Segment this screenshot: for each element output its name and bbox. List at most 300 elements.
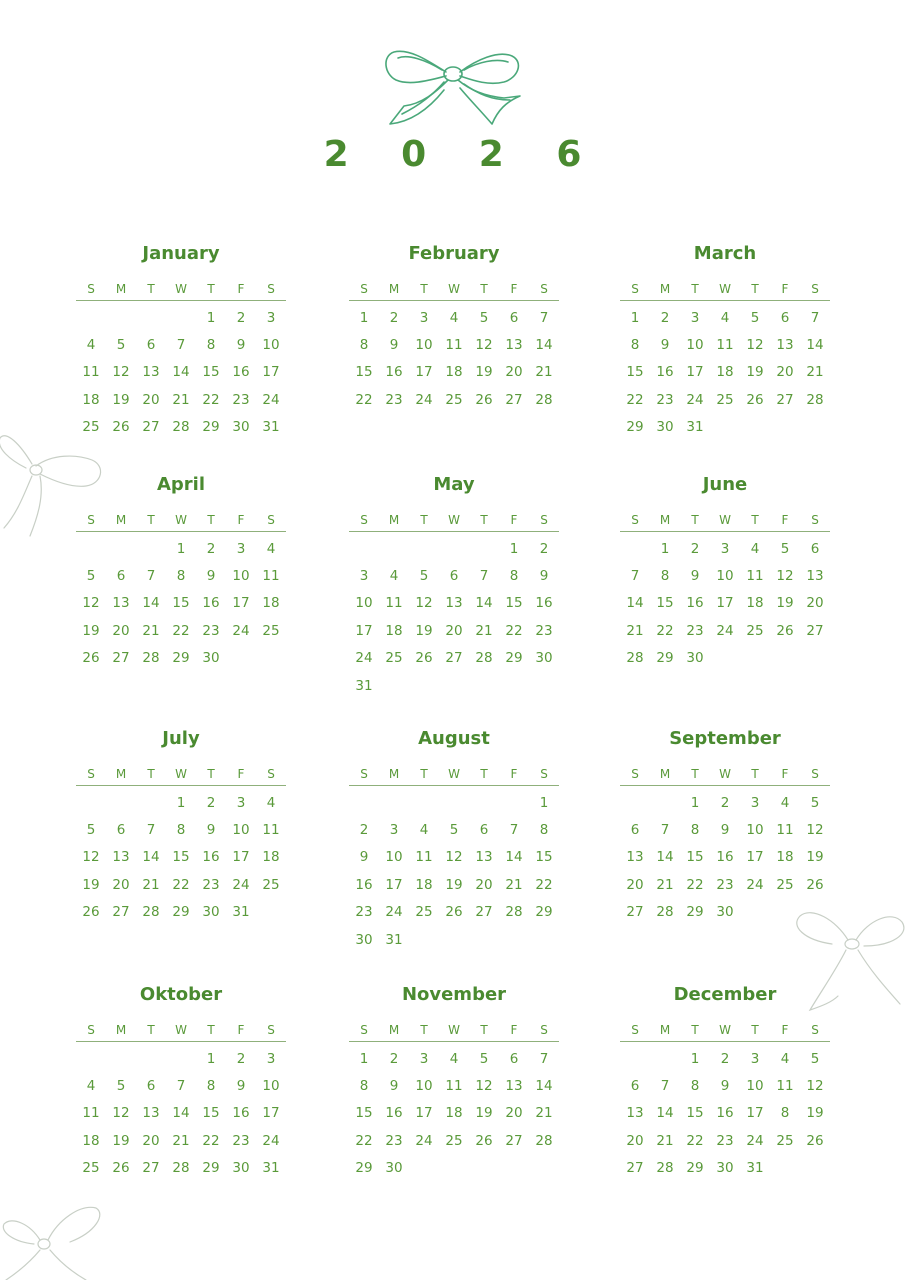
day-cell: 28 [142, 904, 160, 921]
day-cell: 2 [359, 822, 369, 839]
day-cell: 26 [776, 622, 794, 639]
weekday-label: M [388, 767, 400, 781]
day-cell: 26 [82, 650, 100, 667]
day-cell: 28 [626, 650, 644, 667]
weekday-label: S [267, 513, 275, 527]
day-cell: 10 [746, 822, 764, 839]
day-cell: 13 [142, 364, 160, 381]
day-cell: 18 [262, 849, 280, 866]
day-cell: 31 [355, 677, 373, 694]
day-cell: 12 [82, 595, 100, 612]
day-cell: 6 [810, 540, 820, 557]
day-cell: 29 [172, 650, 190, 667]
day-cell: 22 [172, 622, 190, 639]
week-row [76, 871, 286, 898]
day-cell: 24 [746, 1132, 764, 1149]
day-cell: 8 [176, 568, 186, 585]
day-cell: 18 [415, 876, 433, 893]
day-cell: 31 [232, 904, 250, 921]
day-cell: 16 [385, 1105, 403, 1122]
weekday-label: M [659, 282, 671, 296]
week-row [76, 590, 286, 617]
day-cell: 18 [445, 1105, 463, 1122]
day-cell: 19 [112, 391, 130, 408]
ribbon-bow-icon [380, 44, 526, 130]
day-cell: 9 [206, 568, 216, 585]
day-cell: 27 [626, 904, 644, 921]
week-row [349, 359, 559, 386]
day-cell: 14 [535, 337, 553, 354]
weekday-label: T [691, 282, 699, 296]
day-cell: 20 [142, 1132, 160, 1149]
day-cell: 24 [262, 1132, 280, 1149]
day-cell: 27 [445, 650, 463, 667]
weekday-header [76, 280, 286, 301]
weekday-label: F [510, 282, 518, 296]
day-cell: 20 [505, 1105, 523, 1122]
day-cell: 19 [806, 1105, 824, 1122]
day-cell: 22 [626, 391, 644, 408]
day-cell: 29 [355, 1160, 373, 1177]
weekday-label: T [420, 767, 428, 781]
weekday-label: S [631, 767, 639, 781]
week-row [620, 617, 830, 644]
weekday-label: S [811, 513, 819, 527]
day-cell: 1 [206, 309, 216, 326]
day-cell: 21 [475, 622, 493, 639]
week-row [620, 1072, 830, 1099]
weekday-label: S [267, 1023, 275, 1037]
week-row [349, 535, 559, 562]
day-cell: 3 [720, 540, 730, 557]
day-cell: 25 [385, 650, 403, 667]
day-cell: 11 [82, 1105, 100, 1122]
day-cell: 21 [535, 364, 553, 381]
day-cell: 27 [142, 419, 160, 436]
day-cell: 17 [415, 1105, 433, 1122]
weekday-label: S [360, 513, 368, 527]
day-cell: 7 [539, 1050, 549, 1067]
weekday-label: F [781, 513, 789, 527]
day-cell: 24 [415, 391, 433, 408]
day-cell: 10 [746, 1078, 764, 1095]
day-cell: 13 [626, 849, 644, 866]
month-name: August [418, 728, 490, 749]
day-cell: 25 [776, 876, 794, 893]
day-cell: 5 [86, 568, 96, 585]
day-cell: 9 [720, 822, 730, 839]
month-name: February [408, 243, 500, 264]
day-cell: 25 [746, 622, 764, 639]
day-cell: 28 [142, 650, 160, 667]
day-cell: 14 [656, 1105, 674, 1122]
weekday-label: S [360, 1023, 368, 1037]
weekday-label: S [360, 767, 368, 781]
day-cell: 23 [716, 1132, 734, 1149]
week-row [76, 1072, 286, 1099]
weekday-label: M [388, 282, 400, 296]
weekday-label: W [719, 282, 731, 296]
day-cell: 24 [716, 622, 734, 639]
day-cell: 13 [445, 595, 463, 612]
day-cell: 2 [690, 540, 700, 557]
weekday-label: T [147, 767, 155, 781]
weekday-label: T [147, 513, 155, 527]
day-cell: 23 [686, 622, 704, 639]
day-cell: 25 [262, 622, 280, 639]
week-row [620, 899, 830, 926]
weekday-label: M [659, 767, 671, 781]
day-cell: 22 [172, 876, 190, 893]
day-cell: 26 [806, 876, 824, 893]
day-cell: 16 [716, 849, 734, 866]
day-cell: 7 [146, 822, 156, 839]
day-cell: 23 [385, 391, 403, 408]
day-cell: 16 [686, 595, 704, 612]
weekday-label: T [147, 282, 155, 296]
day-cell: 2 [389, 1050, 399, 1067]
day-cell: 15 [202, 1105, 220, 1122]
day-cell: 2 [206, 540, 216, 557]
day-cell: 3 [359, 568, 369, 585]
day-cell: 20 [142, 391, 160, 408]
day-cell: 21 [172, 1132, 190, 1149]
day-cell: 12 [112, 364, 130, 381]
month-name: May [433, 474, 475, 495]
week-row [76, 304, 286, 331]
day-cell: 14 [172, 364, 190, 381]
week-row [620, 304, 830, 331]
weekday-header [349, 1021, 559, 1042]
week-row [76, 386, 286, 413]
day-cell: 13 [142, 1105, 160, 1122]
day-cell: 25 [82, 1160, 100, 1177]
day-cell: 12 [776, 568, 794, 585]
day-cell: 8 [660, 568, 670, 585]
year-title: 2 0 2 6 [323, 134, 602, 175]
day-cell: 8 [780, 1105, 790, 1122]
day-cell: 22 [505, 622, 523, 639]
day-cell: 27 [626, 1160, 644, 1177]
day-cell: 3 [236, 794, 246, 811]
day-cell: 18 [716, 364, 734, 381]
day-cell: 19 [746, 364, 764, 381]
week-row [349, 816, 559, 843]
weekday-label: S [811, 767, 819, 781]
day-cell: 28 [172, 419, 190, 436]
weekday-label: S [87, 1023, 95, 1037]
day-cell: 17 [716, 595, 734, 612]
day-cell: 17 [232, 595, 250, 612]
day-cell: 10 [686, 337, 704, 354]
day-cell: 6 [479, 822, 489, 839]
week-row [349, 645, 559, 672]
week-row [76, 1100, 286, 1127]
day-cell: 10 [232, 568, 250, 585]
day-cell: 25 [776, 1132, 794, 1149]
weekday-label: M [388, 513, 400, 527]
weekday-label: S [87, 282, 95, 296]
day-cell: 29 [686, 904, 704, 921]
weekday-label: M [388, 1023, 400, 1037]
weekday-label: T [207, 1023, 215, 1037]
day-cell: 30 [716, 904, 734, 921]
week-row [349, 1100, 559, 1127]
day-cell: 15 [656, 595, 674, 612]
day-cell: 20 [626, 1132, 644, 1149]
day-cell: 22 [686, 1132, 704, 1149]
weekday-label: F [781, 767, 789, 781]
day-cell: 7 [479, 568, 489, 585]
day-cell: 3 [750, 794, 760, 811]
weekday-header [76, 511, 286, 532]
day-cell: 31 [746, 1160, 764, 1177]
week-row [76, 816, 286, 843]
month-september [620, 727, 830, 926]
day-cell: 21 [656, 876, 674, 893]
day-cell: 14 [626, 595, 644, 612]
week-row [349, 789, 559, 816]
day-cell: 20 [505, 364, 523, 381]
day-cell: 7 [630, 568, 640, 585]
day-cell: 22 [202, 1132, 220, 1149]
day-cell: 13 [112, 595, 130, 612]
day-cell: 29 [505, 650, 523, 667]
day-cell: 5 [750, 309, 760, 326]
weekday-label: W [448, 513, 460, 527]
day-cell: 21 [656, 1132, 674, 1149]
day-cell: 16 [232, 1105, 250, 1122]
day-cell: 6 [116, 568, 126, 585]
day-cell: 30 [656, 419, 674, 436]
day-cell: 20 [445, 622, 463, 639]
day-cell: 19 [82, 876, 100, 893]
weekday-label: S [631, 282, 639, 296]
day-cell: 2 [236, 1050, 246, 1067]
day-cell: 26 [746, 391, 764, 408]
week-row [620, 359, 830, 386]
weekday-label: M [115, 513, 127, 527]
weekday-label: S [87, 513, 95, 527]
week-row [620, 1155, 830, 1182]
day-cell: 1 [630, 309, 640, 326]
day-cell: 9 [539, 568, 549, 585]
day-cell: 24 [262, 391, 280, 408]
day-cell: 8 [690, 1078, 700, 1095]
month-february [349, 242, 559, 414]
week-row [620, 1045, 830, 1072]
day-cell: 27 [806, 622, 824, 639]
weekday-label: T [480, 1023, 488, 1037]
month-name: December [673, 984, 777, 1005]
week-row [349, 562, 559, 589]
day-cell: 6 [509, 309, 519, 326]
day-cell: 7 [660, 1078, 670, 1095]
day-cell: 5 [116, 337, 126, 354]
month-march [620, 242, 830, 441]
day-cell: 5 [479, 309, 489, 326]
day-cell: 15 [535, 849, 553, 866]
day-cell: 23 [232, 1132, 250, 1149]
week-row [76, 1127, 286, 1154]
day-cell: 29 [656, 650, 674, 667]
weekday-label: T [751, 282, 759, 296]
week-row [76, 535, 286, 562]
day-cell: 19 [415, 622, 433, 639]
weekday-label: S [87, 767, 95, 781]
day-cell: 28 [656, 904, 674, 921]
day-cell: 19 [806, 849, 824, 866]
day-cell: 12 [475, 1078, 493, 1095]
day-cell: 10 [232, 822, 250, 839]
week-row [76, 414, 286, 441]
day-cell: 31 [262, 419, 280, 436]
day-cell: 22 [202, 391, 220, 408]
day-cell: 22 [355, 391, 373, 408]
day-cell: 9 [389, 1078, 399, 1095]
day-cell: 21 [535, 1105, 553, 1122]
day-cell: 13 [505, 337, 523, 354]
week-row [76, 562, 286, 589]
day-cell: 4 [266, 540, 276, 557]
day-cell: 16 [535, 595, 553, 612]
day-cell: 21 [806, 364, 824, 381]
day-cell: 6 [780, 309, 790, 326]
day-cell: 19 [445, 876, 463, 893]
day-cell: 14 [535, 1078, 553, 1095]
day-cell: 23 [656, 391, 674, 408]
day-cell: 30 [202, 904, 220, 921]
day-cell: 27 [142, 1160, 160, 1177]
day-cell: 1 [359, 309, 369, 326]
day-cell: 12 [806, 822, 824, 839]
day-cell: 3 [419, 1050, 429, 1067]
day-cell: 27 [505, 391, 523, 408]
weekday-label: T [691, 1023, 699, 1037]
day-cell: 11 [385, 595, 403, 612]
week-row [349, 871, 559, 898]
day-cell: 5 [419, 568, 429, 585]
day-cell: 16 [232, 364, 250, 381]
day-cell: 18 [776, 849, 794, 866]
day-cell: 3 [419, 309, 429, 326]
weekday-label: S [267, 767, 275, 781]
weekday-label: W [719, 767, 731, 781]
day-cell: 10 [355, 595, 373, 612]
day-cell: 10 [262, 1078, 280, 1095]
day-cell: 17 [746, 849, 764, 866]
weekday-header [620, 280, 830, 301]
day-cell: 10 [385, 849, 403, 866]
day-cell: 13 [112, 849, 130, 866]
day-cell: 11 [776, 1078, 794, 1095]
day-cell: 18 [82, 1132, 100, 1149]
weekday-label: T [480, 513, 488, 527]
day-cell: 4 [750, 540, 760, 557]
day-cell: 21 [142, 622, 160, 639]
day-cell: 9 [660, 337, 670, 354]
day-cell: 3 [690, 309, 700, 326]
weekday-label: S [360, 282, 368, 296]
weekday-label: W [448, 282, 460, 296]
day-cell: 26 [445, 904, 463, 921]
day-cell: 17 [232, 849, 250, 866]
day-cell: 23 [385, 1132, 403, 1149]
weekday-label: T [751, 1023, 759, 1037]
day-cell: 9 [690, 568, 700, 585]
day-cell: 20 [806, 595, 824, 612]
day-cell: 28 [172, 1160, 190, 1177]
day-cell: 7 [810, 309, 820, 326]
day-cell: 28 [535, 391, 553, 408]
day-cell: 12 [445, 849, 463, 866]
day-cell: 28 [475, 650, 493, 667]
day-cell: 4 [389, 568, 399, 585]
day-cell: 17 [415, 364, 433, 381]
month-december [620, 983, 830, 1182]
day-cell: 13 [505, 1078, 523, 1095]
day-cell: 2 [539, 540, 549, 557]
day-cell: 5 [780, 540, 790, 557]
week-row [349, 899, 559, 926]
day-cell: 11 [445, 1078, 463, 1095]
week-row [76, 645, 286, 672]
day-cell: 11 [746, 568, 764, 585]
day-cell: 30 [355, 931, 373, 948]
day-cell: 7 [660, 822, 670, 839]
day-cell: 31 [262, 1160, 280, 1177]
day-cell: 24 [232, 876, 250, 893]
day-cell: 30 [232, 419, 250, 436]
day-cell: 11 [716, 337, 734, 354]
day-cell: 21 [626, 622, 644, 639]
faint-ribbon-bow-icon [0, 1200, 106, 1280]
day-cell: 24 [746, 876, 764, 893]
week-row [349, 386, 559, 413]
day-cell: 23 [202, 622, 220, 639]
day-cell: 29 [172, 904, 190, 921]
weekday-header [620, 1021, 830, 1042]
day-cell: 6 [449, 568, 459, 585]
day-cell: 24 [232, 622, 250, 639]
day-cell: 22 [656, 622, 674, 639]
day-cell: 16 [716, 1105, 734, 1122]
weekday-label: M [115, 767, 127, 781]
day-cell: 18 [385, 622, 403, 639]
week-row [620, 871, 830, 898]
day-cell: 1 [176, 794, 186, 811]
day-cell: 4 [780, 1050, 790, 1067]
day-cell: 11 [82, 364, 100, 381]
week-row [620, 1100, 830, 1127]
month-name: June [702, 474, 748, 495]
day-cell: 8 [359, 337, 369, 354]
weekday-label: W [175, 513, 187, 527]
weekday-label: M [115, 1023, 127, 1037]
day-cell: 24 [355, 650, 373, 667]
weekday-label: F [781, 282, 789, 296]
week-row [349, 926, 559, 953]
day-cell: 5 [810, 794, 820, 811]
day-cell: 26 [415, 650, 433, 667]
week-row [349, 672, 559, 699]
weekday-label: S [540, 282, 548, 296]
week-row [76, 331, 286, 358]
week-row [349, 1155, 559, 1182]
day-cell: 20 [112, 876, 130, 893]
weekday-header [76, 765, 286, 786]
weekday-label: T [480, 282, 488, 296]
